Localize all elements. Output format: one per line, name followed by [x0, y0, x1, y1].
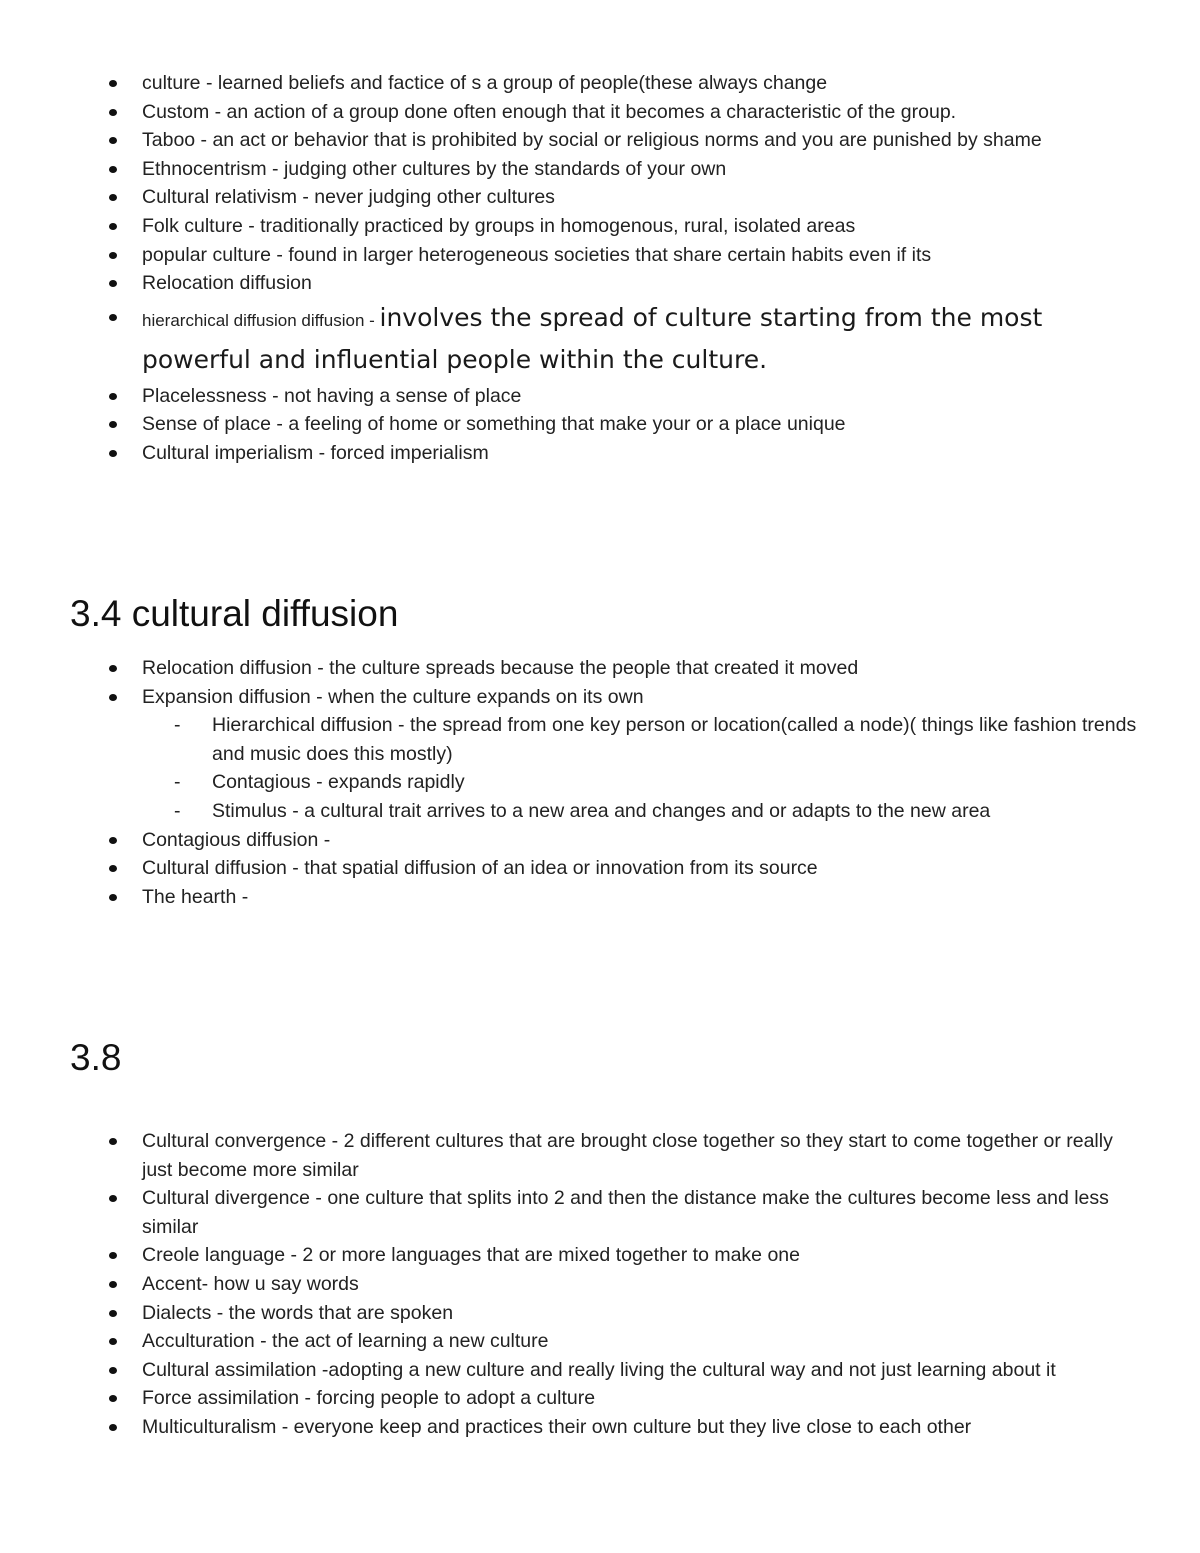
list-item — [106, 439, 1146, 468]
bullet-icon — [109, 137, 117, 144]
item-term: hierarchical diffusion diffusion - — [142, 310, 380, 330]
list-item-hierarchical — [106, 298, 1146, 382]
bullet-icon — [109, 252, 117, 259]
bullet-icon — [109, 80, 117, 87]
item-text: Contagious - expands rapidly — [212, 771, 465, 794]
list-item — [106, 269, 1146, 298]
vocab-list-2 — [106, 654, 1146, 911]
vocab-list-1 — [106, 69, 1146, 468]
item-text: Cultural assimilation -adopting a new culture and really living the cultural way and not just learning about it — [142, 1358, 1056, 1381]
sub-list-item — [106, 768, 1146, 797]
bullet-icon — [109, 450, 117, 457]
list-item — [106, 683, 1146, 712]
item-text: Cultural divergence - one culture that splits into 2 and then the distance make the cultures become less and less similar — [142, 1187, 1109, 1238]
bullet-icon — [109, 1281, 117, 1288]
list-item — [106, 1184, 1146, 1241]
list-item — [106, 1356, 1146, 1385]
bullet-icon — [109, 166, 117, 173]
item-text: Cultural convergence - 2 different cultures that are brought close together so they start to come together or really just become more similar — [142, 1130, 1113, 1181]
list-item — [106, 410, 1146, 439]
item-text: Taboo - an act or behavior that is prohibited by social or religious norms and you are punished by shame — [142, 129, 1042, 152]
item-text: Expansion diffusion - when the culture expands on its own — [142, 685, 644, 708]
list-item — [106, 155, 1146, 184]
bullet-icon — [109, 280, 117, 287]
item-text: Custom - an action of a group done often enough that it becomes a characteristic of the group. — [142, 100, 957, 123]
bullet-icon — [109, 393, 117, 400]
list-item — [106, 1327, 1146, 1356]
bullet-icon — [109, 694, 117, 701]
section-heading: 3.4 cultural diffusion — [70, 593, 399, 634]
list-item — [106, 1270, 1146, 1299]
list-item — [106, 241, 1146, 270]
item-text: The hearth - — [142, 885, 249, 908]
item-text: Sense of place - a feeling of home or something that make your or a place unique — [142, 413, 846, 436]
list-item — [106, 1127, 1146, 1184]
bullet-icon — [109, 421, 117, 428]
bullet-icon — [109, 1310, 117, 1317]
item-text: Ethnocentrism - judging other cultures by the standards of your own — [142, 157, 727, 180]
list-item — [106, 883, 1146, 912]
bullet-icon — [109, 865, 117, 872]
bullet-icon — [109, 1395, 117, 1402]
item-text: Relocation diffusion - the culture spreads because the people that created it moved — [142, 657, 859, 679]
list-item — [106, 1241, 1146, 1270]
list-item — [106, 1413, 1146, 1442]
bullet-icon — [109, 1424, 117, 1431]
list-item — [106, 854, 1146, 883]
item-text: Contagious diffusion - — [142, 828, 331, 851]
vocab-list-3 — [106, 1127, 1146, 1442]
dash-marker: - — [174, 799, 181, 822]
sub-list-item — [106, 797, 1146, 826]
bullet-icon — [109, 194, 117, 201]
bullet-icon — [109, 1338, 117, 1345]
bullet-icon — [109, 894, 117, 901]
list-item — [106, 69, 1146, 98]
bullet-icon — [109, 665, 117, 672]
item-text: Stimulus - a cultural trait arrives to a new area and changes and or adapts to the new area — [212, 799, 991, 822]
bullet-icon — [109, 109, 117, 116]
bullet-icon — [109, 1195, 117, 1202]
sub-list-item — [106, 711, 1146, 768]
item-text: Relocation diffusion — [142, 272, 312, 295]
item-definition-large: involves the spread of culture starting from the most powerful and influential people within the culture. — [142, 302, 1043, 374]
list-item — [106, 826, 1146, 855]
dash-marker: - — [174, 771, 181, 794]
list-item — [106, 382, 1146, 411]
section-heading: 3.8 — [70, 1037, 122, 1078]
bullet-icon — [109, 223, 117, 230]
bullet-icon — [109, 1138, 117, 1145]
item-text: Placelessness - not having a sense of place — [142, 384, 522, 407]
bullet-icon — [109, 314, 117, 321]
item-text: Acculturation - the act of learning a new culture — [142, 1330, 549, 1353]
item-text: Dialects - the words that are spoken — [142, 1301, 454, 1324]
item-text: Force assimilation - forcing people to adopt a culture — [142, 1387, 596, 1410]
item-text: culture - learned beliefs and factice of s a group of people(these always change — [142, 72, 828, 94]
item-text: Creole language - 2 or more languages that are mixed together to make one — [142, 1244, 800, 1267]
list-item — [106, 1384, 1146, 1413]
item-text: Folk culture - traditionally practiced by groups in homogenous, rural, isolated areas — [142, 214, 856, 237]
list-item — [106, 183, 1146, 212]
list-item — [106, 126, 1146, 155]
list-item — [106, 98, 1146, 127]
item-text: Accent- how u say words — [142, 1272, 359, 1295]
list-item — [106, 212, 1146, 241]
item-text: Cultural relativism - never judging other cultures — [142, 186, 555, 209]
list-item — [106, 654, 1146, 683]
bullet-icon — [109, 1252, 117, 1259]
item-text: Cultural diffusion - that spatial diffusion of an idea or innovation from its source — [142, 857, 818, 880]
list-item — [106, 1299, 1146, 1328]
dash-marker: - — [174, 714, 181, 737]
bullet-icon — [109, 837, 117, 844]
item-text: Cultural imperialism - forced imperialism — [142, 441, 489, 464]
bullet-icon — [109, 1367, 117, 1374]
item-text: Hierarchical diffusion - the spread from one key person or location(called a node)( things like fashion trends and music does this mostly) — [212, 714, 1137, 765]
item-text: popular culture - found in larger heterogeneous societies that share certain habits even if its — [142, 243, 932, 266]
item-text: Multiculturalism - everyone keep and practices their own culture but they live close to each other — [142, 1415, 972, 1438]
